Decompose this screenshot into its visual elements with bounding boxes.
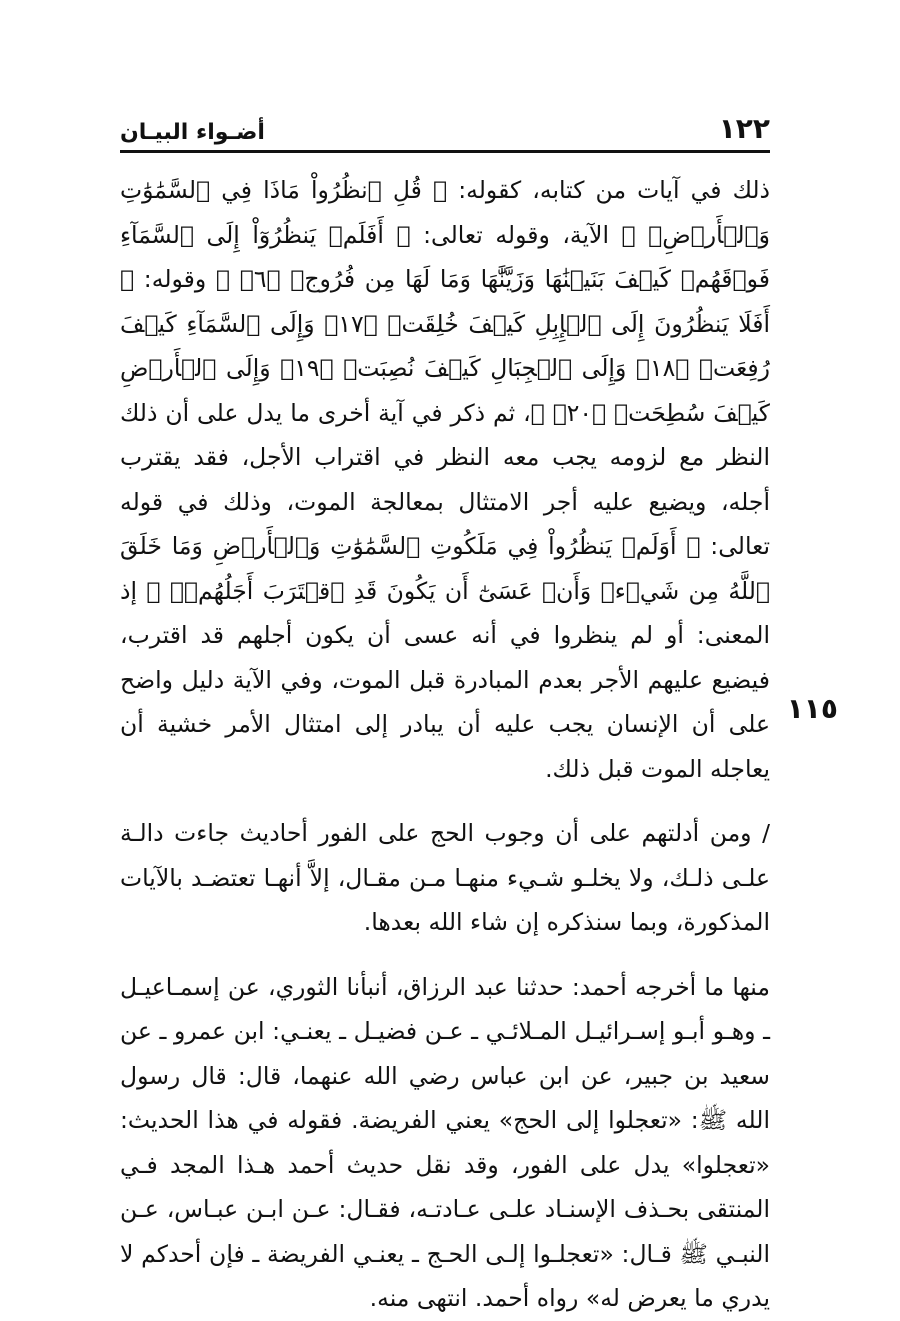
page-number: ١٢٢ [718, 112, 770, 145]
paragraph-hadith-evidence: / ومن أدلتهم على أن وجوب الحج على الفور أحاديث جاءت دالـة علـى ذلـك، ولا يخلـو شـيء منهـا مـن مقـال، إلاَّ أنهـا تعتضـد بالآيات المذكورة، وبما سنذكره إن شاء الله بعدها. [120, 819, 770, 936]
paragraph-ahmad-narration: منها ما أخرجه أحمد: حدثنا عبد الرزاق، أنبأنا الثوري، عن إسمـاعيـل ـ وهـو أبـو إسـرائيـل المـلائـي ـ عـن فضيـل ـ يعنـي: ابن عمرو ـ عن سعيد بن جبير، عن ابن عباس رضي الله عنهما، قال: قال رسول الله ﷺ: «تعجلوا إلى الحج» يعني الفريضة. فقوله في هذا الحديث: «تعجلوا» يدل على الفور، وقد نقل حديث أحمد هـذا المجد فـي المنتقى بحـذف الإسنـاد علـى عـادتـه، فقـال: عـن ابـن عبـاس، عـن النبـي ﷺ قـال: «تعجلـوا إلـى الحـج ـ يعنـي الفريضة ـ فإن أحدكم لا يدري ما يعرض له» رواه أحمد. انتهى منه. [120, 972, 770, 1312]
margin-page-reference: ١١٥ [786, 692, 838, 725]
header-rule [120, 150, 770, 153]
page-header [120, 108, 770, 152]
paragraph-quran-verses: ذلك في آيات من كتابه، كقوله: ﴿ قُلِ ٱنظُرُواْ مَاذَا فِي ٱلسَّمَٰوَٰتِ وَٱلۡأَرۡضِۚ ﴾ الآية، وقوله تعالى: ﴿ أَفَلَمۡ يَنظُرُوٓاْ إِلَى ٱلسَّمَآءِ فَوۡقَهُمۡ كَيۡفَ بَنَيۡنَٰهَا وَزَيَّنَّٰهَا وَمَا لَهَا مِن فُرُوجٖ ﴿٦﴾ ﴾ وقوله: ﴿ أَفَلَا يَنظُرُونَ إِلَى ٱلۡإِبِلِ كَيۡفَ خُلِقَتۡ ﴿١٧﴾ وَإِلَى ٱلسَّمَآءِ كَيۡفَ رُفِعَتۡ ﴿١٨﴾ وَإِلَى ٱلۡجِبَالِ كَيۡفَ نُصِبَتۡ ﴿١٩﴾ وَإِلَى ٱلۡأَرۡضِ كَيۡفَ سُطِحَتۡ ﴿٢٠﴾ ﴾، ثم ذكر في آية أخرى ما يدل على أن ذلك النظر مع لزومه يجب معه النظر في اقتراب الأجل، فقد يقترب أجله، ويضيع عليه أجر الامتثال بمعالجة الموت، وذلك في قوله تعالى: ﴿ أَوَلَمۡ يَنظُرُواْ فِي مَلَكُوتِ ٱلسَّمَٰوَٰتِ وَٱلۡأَرۡضِ وَمَا خَلَقَ ٱللَّهُ مِن شَيۡءٖ وَأَنۡ عَسَىٰٓ أَن يَكُونَ قَدِ ٱقۡتَرَبَ أَجَلُهُمۡۖ ﴾ إذ المعنى: أو لم ينظروا في أنه عسى أن يكون أجلهم قد اقترب، فيضيع عليهم الأجر بعدم المبادرة قبل الموت، وفي الآية دليل واضح على أن الإنسان يجب عليه أن يبادر إلى امتثال الأمر خشية أن يعاجله الموت قبل ذلك. [120, 176, 770, 783]
body-text [120, 168, 770, 1321]
running-title: أضـواء البيـان [120, 120, 265, 145]
